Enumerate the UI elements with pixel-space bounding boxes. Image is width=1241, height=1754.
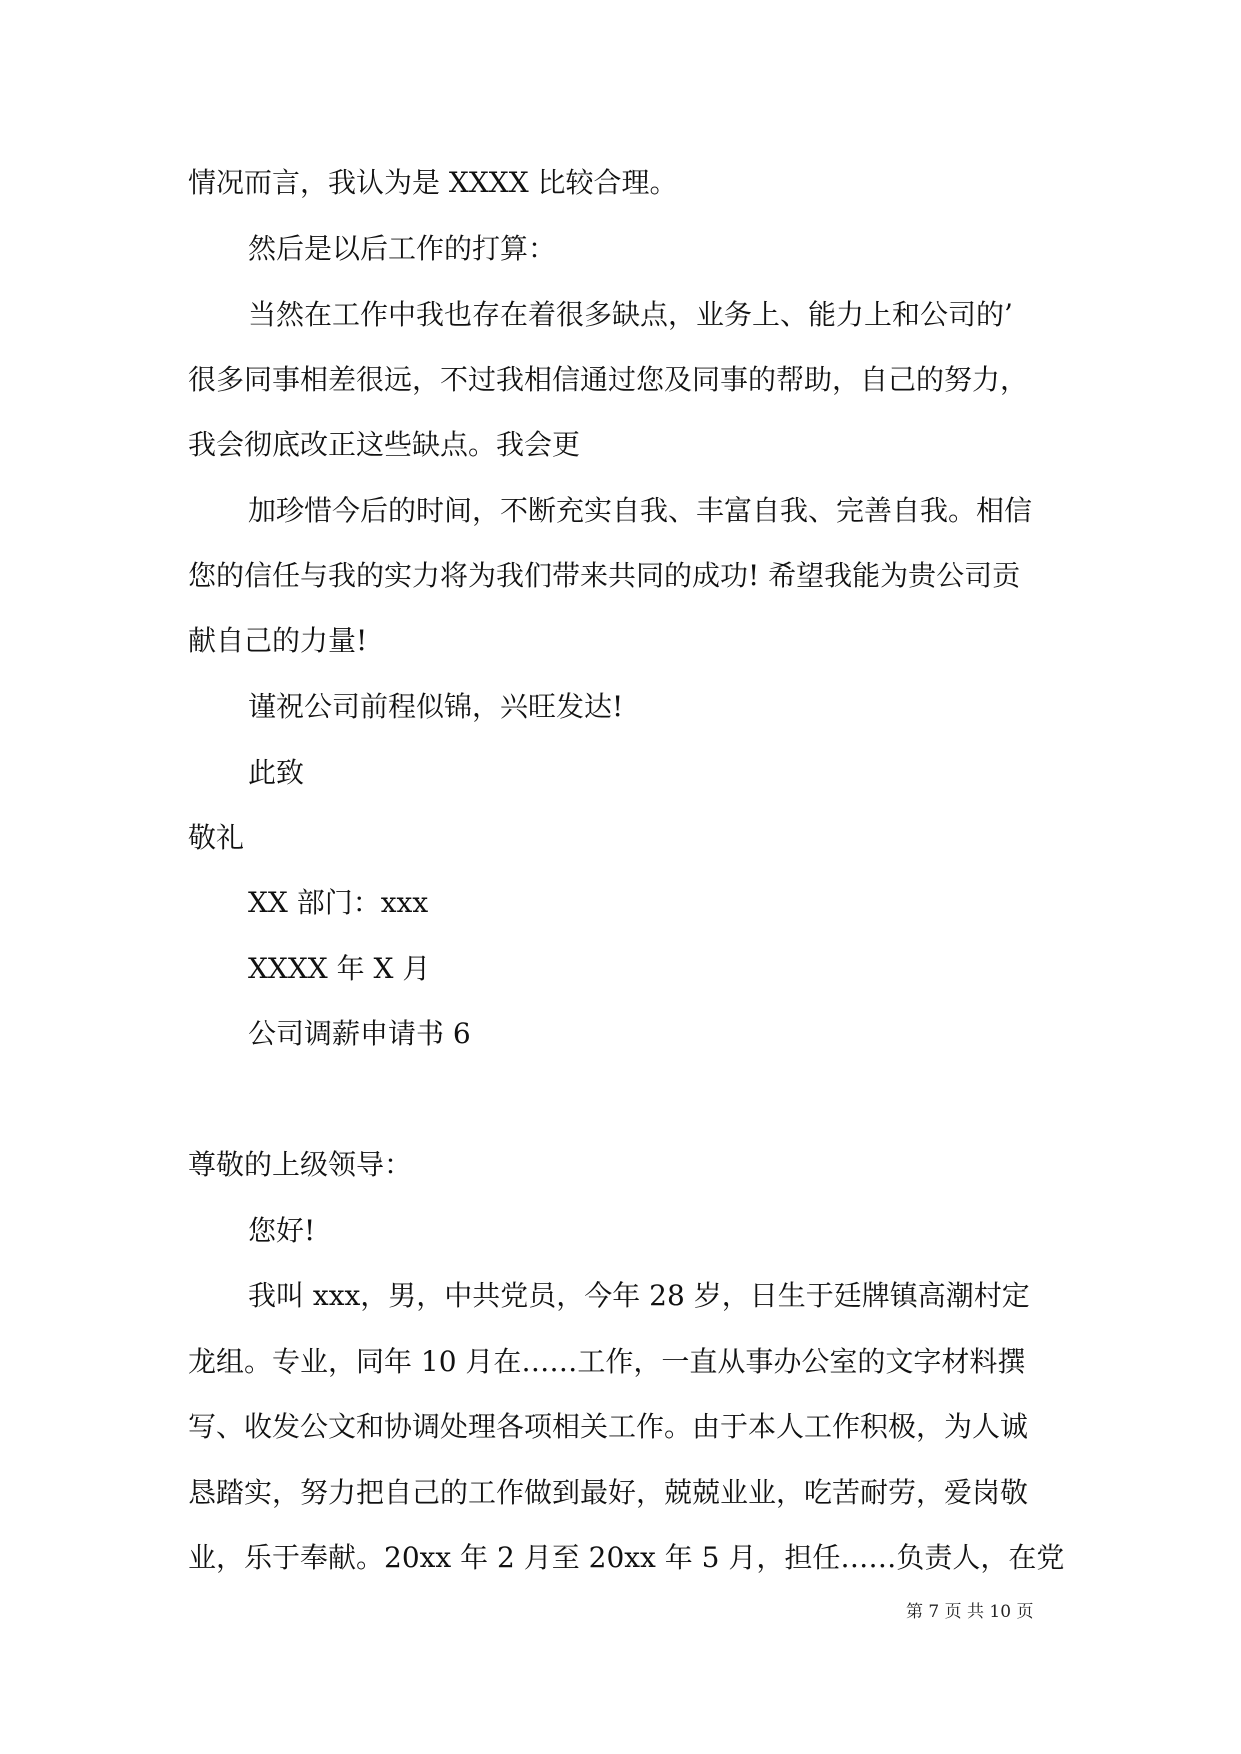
paragraph-line: 当然在工作中我也存在着很多缺点，业务上、能力上和公司的’ bbox=[248, 298, 1013, 331]
paragraph-line: 龙组。专业，同年 10 月在……工作，一直从事办公室的文字材料撰 bbox=[188, 1345, 1026, 1378]
date-line: XXXX 年 X 月 bbox=[248, 952, 431, 985]
signature-line: XX 部门：xxx bbox=[248, 886, 429, 919]
paragraph-line: 我叫 xxx，男，中共党员，今年 28 岁，日生于廷牌镇高潮村定 bbox=[248, 1279, 1030, 1312]
paragraph-line: 恳踏实，努力把自己的工作做到最好，兢兢业业，吃苦耐劳，爱岗敬 bbox=[188, 1476, 1029, 1509]
paragraph-line: 您的信任与我的实力将为我们带来共同的成功! 希望我能为贵公司贡 bbox=[188, 559, 1021, 592]
paragraph-line: 我会彻底改正这些缺点。我会更 bbox=[188, 428, 581, 461]
paragraph-line: 加珍惜今后的时间，不断充实自我、丰富自我、完善自我。相信 bbox=[248, 494, 1033, 527]
paragraph-line: 情况而言，我认为是 XXXX 比较合理。 bbox=[188, 166, 678, 199]
paragraph-line: 写、收发公文和协调处理各项相关工作。由于本人工作积极，为人诚 bbox=[188, 1410, 1029, 1443]
paragraph-line: 谨祝公司前程似锦，兴旺发达! bbox=[248, 690, 624, 723]
paragraph-line: 然后是以后工作的打算： bbox=[248, 232, 557, 265]
closing-line: 敬礼 bbox=[188, 821, 245, 854]
paragraph-line: 献自己的力量! bbox=[188, 624, 368, 657]
greeting-line: 您好! bbox=[248, 1214, 316, 1247]
page-number-footer: 第 7 页 共 10 页 bbox=[906, 1602, 1034, 1622]
paragraph-line: 业，乐于奉献。20xx 年 2 月至 20xx 年 5 月，担任……负责人，在党 bbox=[188, 1541, 1065, 1574]
salutation-line: 尊敬的上级领导： bbox=[188, 1148, 413, 1181]
paragraph-line: 很多同事相差很远，不过我相信通过您及同事的帮助，自己的努力， bbox=[188, 363, 1029, 396]
closing-line: 此致 bbox=[248, 756, 305, 789]
section-title: 公司调薪申请书 6 bbox=[248, 1017, 471, 1050]
